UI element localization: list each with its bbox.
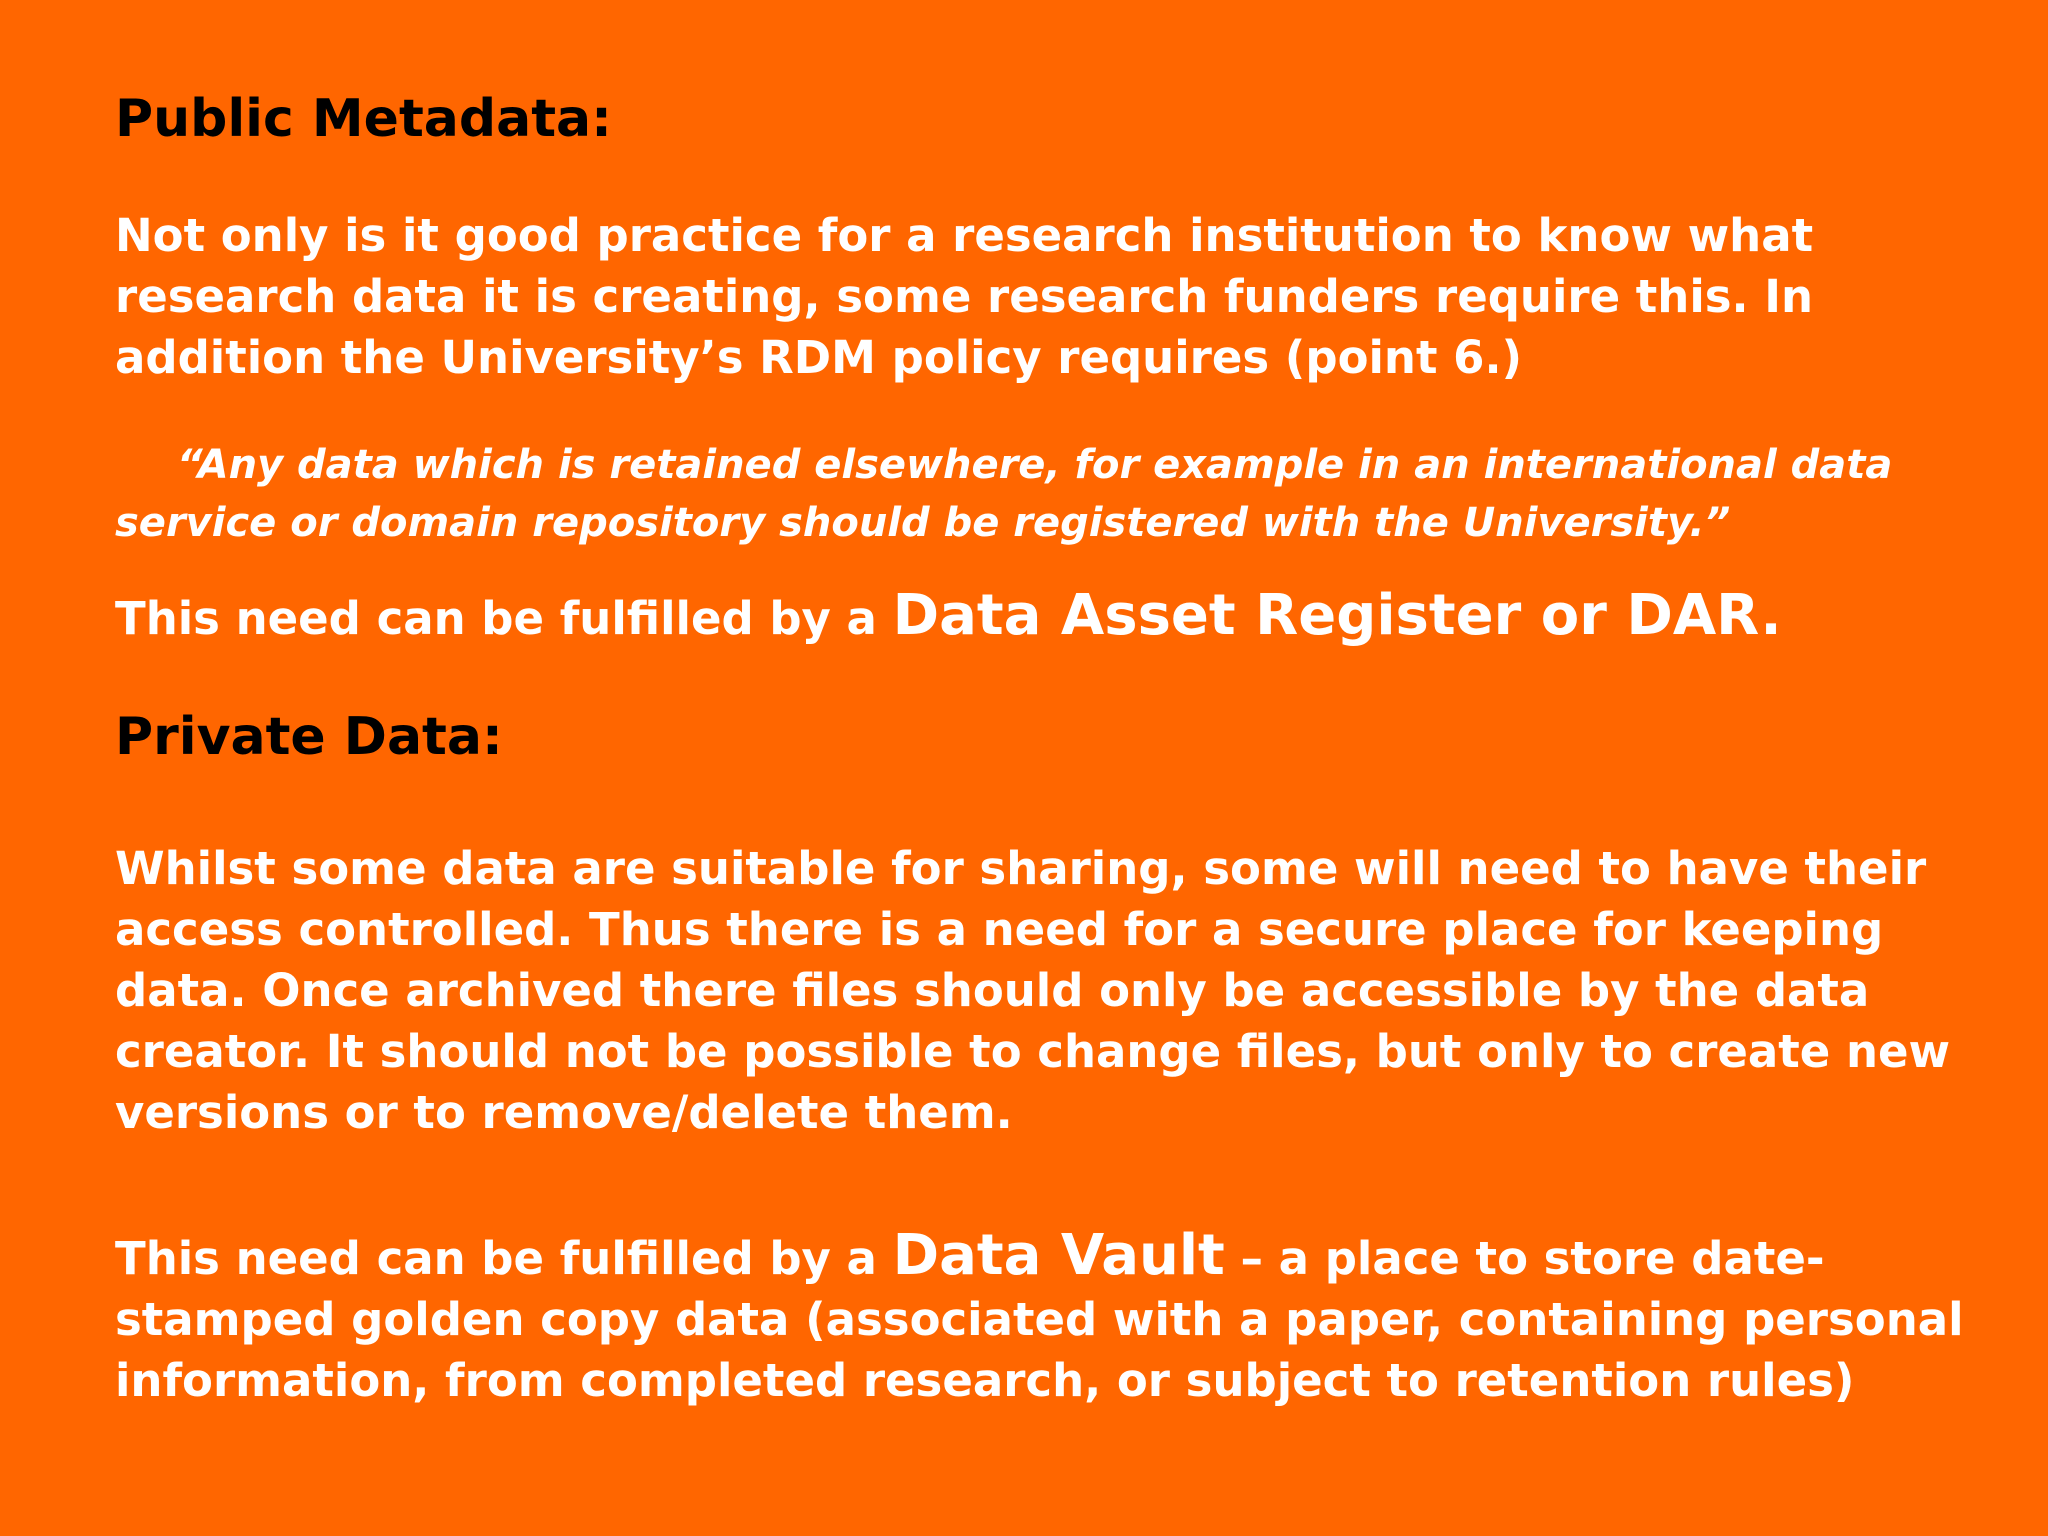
- vault-fulfil-line: stamped golden copy data (associated with a paper, containing personal: [115, 1293, 1964, 1346]
- paragraph-line: addition the University’s RDM policy requires (point 6.): [115, 331, 1523, 384]
- policy-quote: [115, 436, 1892, 552]
- private-data-heading: Private Data:: [115, 707, 503, 767]
- paragraph-line: Whilst some data are suitable for sharing, some will need to have their: [115, 842, 1927, 895]
- slide: [115, 0, 1965, 1536]
- paragraph-line: Not only is it good practice for a research institution to know what: [115, 209, 1814, 262]
- paragraph-line: access controlled. Thus there is a need for a secure place for keeping: [115, 903, 1884, 956]
- public-metadata-paragraph: [115, 205, 1975, 388]
- paragraph-line: research data it is creating, some research funders require this. In: [115, 270, 1814, 323]
- vault-fulfil-line: [115, 1225, 1975, 1289]
- paragraph-line: data. Once archived there files should only be accessible by the data: [115, 964, 1870, 1017]
- public-metadata-heading: Public Metadata:: [115, 89, 612, 149]
- dar-fulfil-line: [115, 585, 1975, 649]
- fulfil-suffix: – a place to store date-: [1224, 1232, 1825, 1285]
- paragraph-line: creator. It should not be possible to change files, but only to create new: [115, 1025, 1951, 1078]
- quote-line: “Any data which is retained elsewhere, for example in an international data: [177, 442, 1893, 488]
- quote-line: service or domain repository should be registered with the University.”: [115, 500, 1731, 546]
- fulfil-prefix: This need can be fulfilled by a: [115, 1232, 893, 1285]
- vault-fulfil-statement: [115, 1225, 1975, 1411]
- vault-fulfil-line: information, from completed research, or subject to retention rules): [115, 1354, 1855, 1407]
- private-data-paragraph: [115, 838, 1975, 1143]
- dar-fulfil-statement: [115, 585, 1975, 649]
- fulfil-prefix: This need can be fulfilled by a: [115, 592, 893, 645]
- paragraph-line: versions or to remove/delete them.: [115, 1086, 1013, 1139]
- dar-emphasis: Data Asset Register or DAR.: [892, 583, 1782, 648]
- vault-emphasis: Data Vault: [892, 1223, 1225, 1288]
